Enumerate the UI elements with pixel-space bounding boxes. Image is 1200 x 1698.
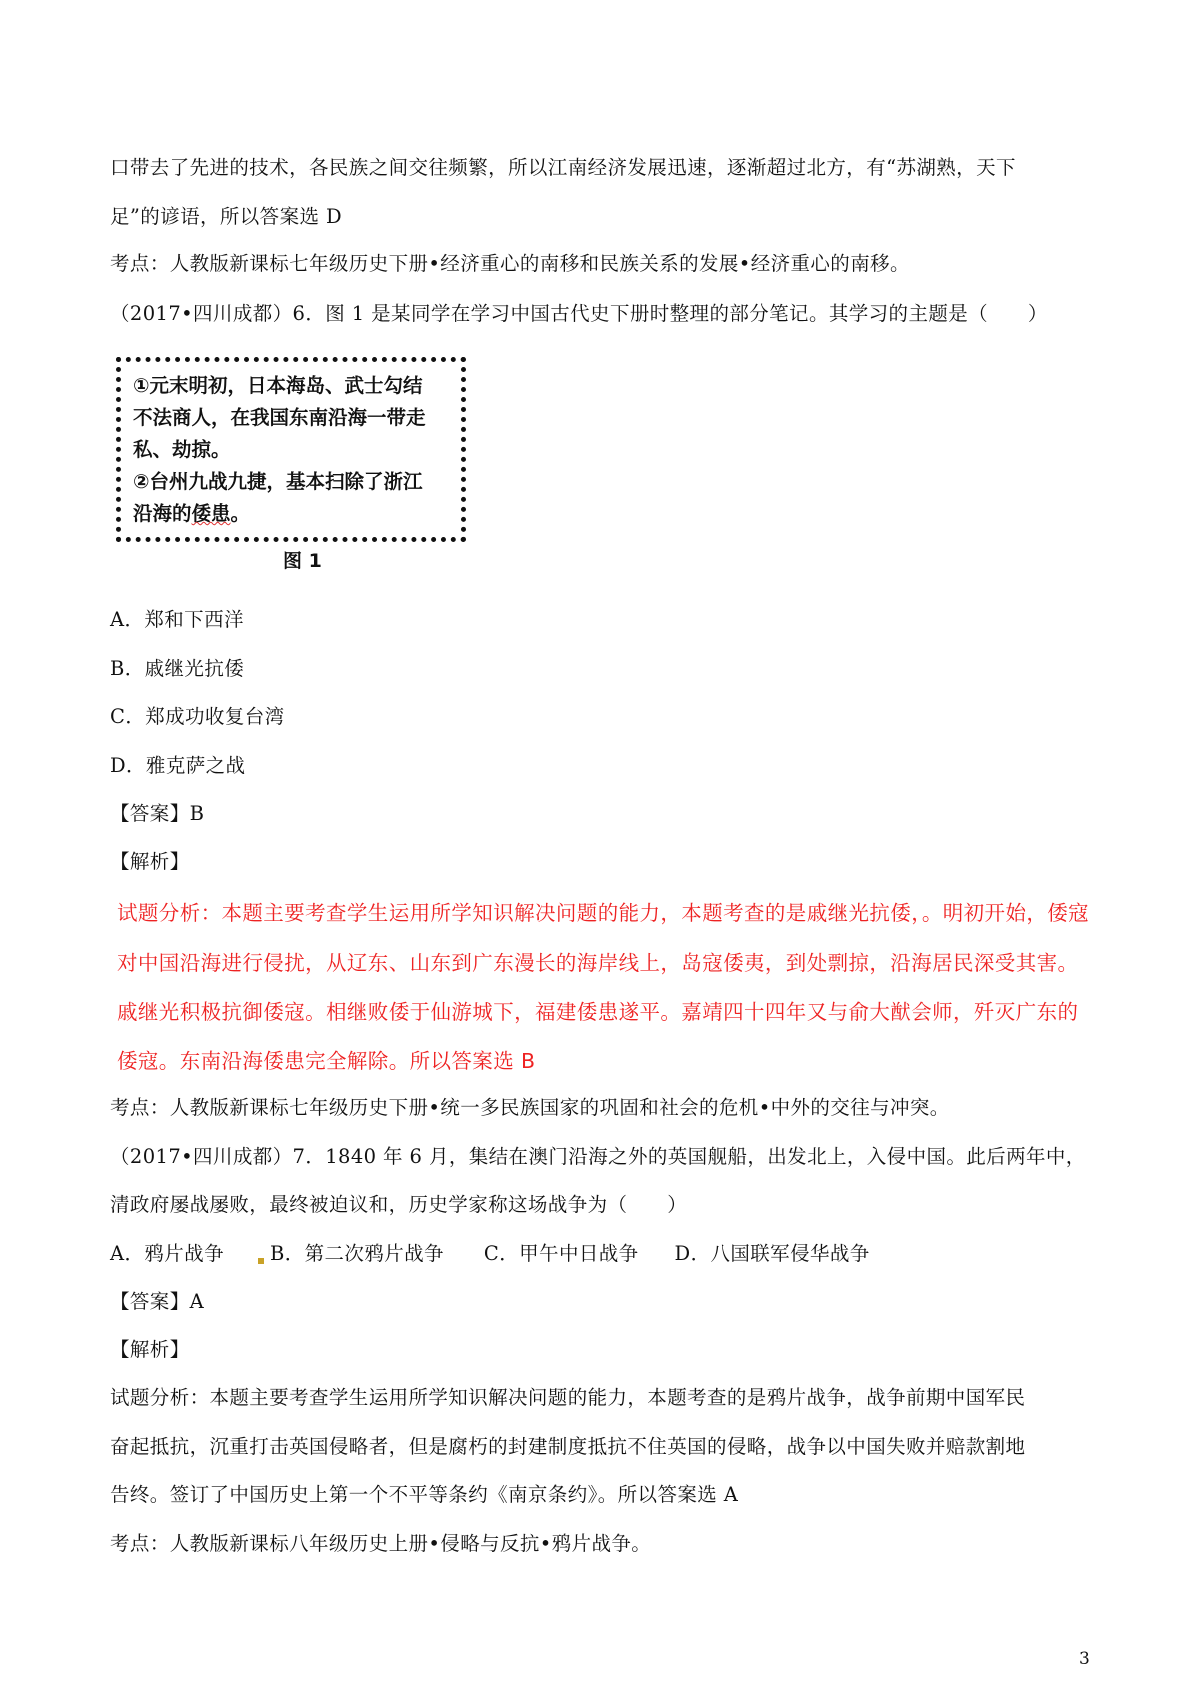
q6-figure-notes [116, 357, 466, 542]
q7-options [110, 1240, 870, 1268]
figure-note-spellcheck-word: 倭患 [191, 502, 231, 525]
q5-analysis-line-2: 足”的谚语，所以答案选 D [110, 205, 343, 228]
q7-option-b: B．第二次鸦片战争 [269, 1242, 444, 1265]
q6-option-a: A．郑和下西洋 [110, 608, 244, 631]
figure-note-line-2: 不法商人，在我国东南沿海一带走 [133, 406, 426, 429]
edit-marker-icon [258, 1258, 264, 1264]
q6-analysis-line-3: 戚继光积极抗御倭寇。相继败倭于仙游城下，福建倭患遂平。嘉靖四十四年又与俞大猷会师，歼灭广东的 [117, 1000, 1079, 1024]
figure-note-line-5 [133, 498, 451, 530]
q7-analysis-heading: 【解析】 [110, 1338, 190, 1361]
q7-kaodian: 考点：人教版新课标八年级历史上册•侵略与反抗•鸦片战争。 [110, 1532, 652, 1555]
q6-answer: 【答案】B [110, 802, 205, 825]
q6-stem: （2017•四川成都）6．图 1 是某同学在学习中国古代史下册时整理的部分笔记。其学习的主题是（ ） [110, 302, 1048, 325]
figure-note-line-3: 私、劫掠。 [133, 438, 231, 461]
q6-analysis-line-1: 试题分析：本题主要考查学生运用所学知识解决问题的能力，本题考查的是戚继光抗倭，。明初开始，倭寇 [117, 901, 1090, 925]
q6-kaodian: 考点：人教版新课标七年级历史下册•统一多民族国家的巩固和社会的危机•中外的交往与冲突。 [110, 1096, 950, 1119]
q6-analysis-line-4: 倭寇。东南沿海倭患完全解除。所以答案选 B [117, 1049, 536, 1073]
q7-answer: 【答案】A [110, 1290, 205, 1313]
figure-note-line-5-end: 。 [230, 502, 251, 525]
q7-stem-line-1: （2017•四川成都）7．1840 年 6 月，集结在澳门沿海之外的英国舰船，出发北上，入侵中国。此后两年中， [110, 1145, 1086, 1168]
q6-analysis-line-2: 对中国沿海进行侵扰，从辽东、山东到广东漫长的海岸线上，岛寇倭夷，到处剽掠，沿海居民深受其害。 [117, 951, 1079, 975]
q7-option-c: C．甲午中日战争 [483, 1242, 639, 1265]
figure-note-line-4: ②台州九战九捷，基本扫除了浙江 [133, 470, 423, 493]
q7-option-d: D．八国联军侵华战争 [674, 1242, 870, 1265]
q6-option-c: C．郑成功收复台湾 [110, 705, 285, 728]
q5-analysis-line-1: 口带去了先进的技术，各民族之间交往频繁，所以江南经济发展迅速，逐渐超过北方，有“苏湖熟，天下 [110, 156, 1016, 179]
q5-kaodian: 考点：人教版新课标七年级历史下册•经济重心的南移和民族关系的发展•经济重心的南移。 [110, 252, 910, 275]
q7-analysis-line-2: 奋起抵抗，沉重打击英国侵略者，但是腐朽的封建制度抵抗不住英国的侵略，战争以中国失败并赔款割地 [110, 1435, 1026, 1458]
q6-option-d: D．雅克萨之战 [110, 754, 246, 777]
q6-option-b: B．戚继光抗倭 [110, 657, 245, 680]
page-number: 3 [1079, 1649, 1090, 1669]
q6-analysis-heading: 【解析】 [110, 850, 190, 873]
q7-analysis-line-3: 告终。签订了中国历史上第一个不平等条约《南京条约》。所以答案选 A [110, 1483, 739, 1506]
figure-caption: 图 1 [283, 550, 322, 572]
figure-note-line-1: ①元末明初，日本海岛、武士勾结 [133, 374, 423, 397]
q7-option-a: A．鸦片战争 [110, 1242, 224, 1265]
q7-stem-line-2: 清政府屡战屡败，最终被迫议和，历史学家称这场战争为（ ） [110, 1193, 688, 1216]
figure-note-line-5-start: 沿海的 [133, 502, 192, 525]
q7-analysis-line-1: 试题分析：本题主要考查学生运用所学知识解决问题的能力，本题考查的是鸦片战争，战争前期中国军民 [110, 1386, 1026, 1409]
